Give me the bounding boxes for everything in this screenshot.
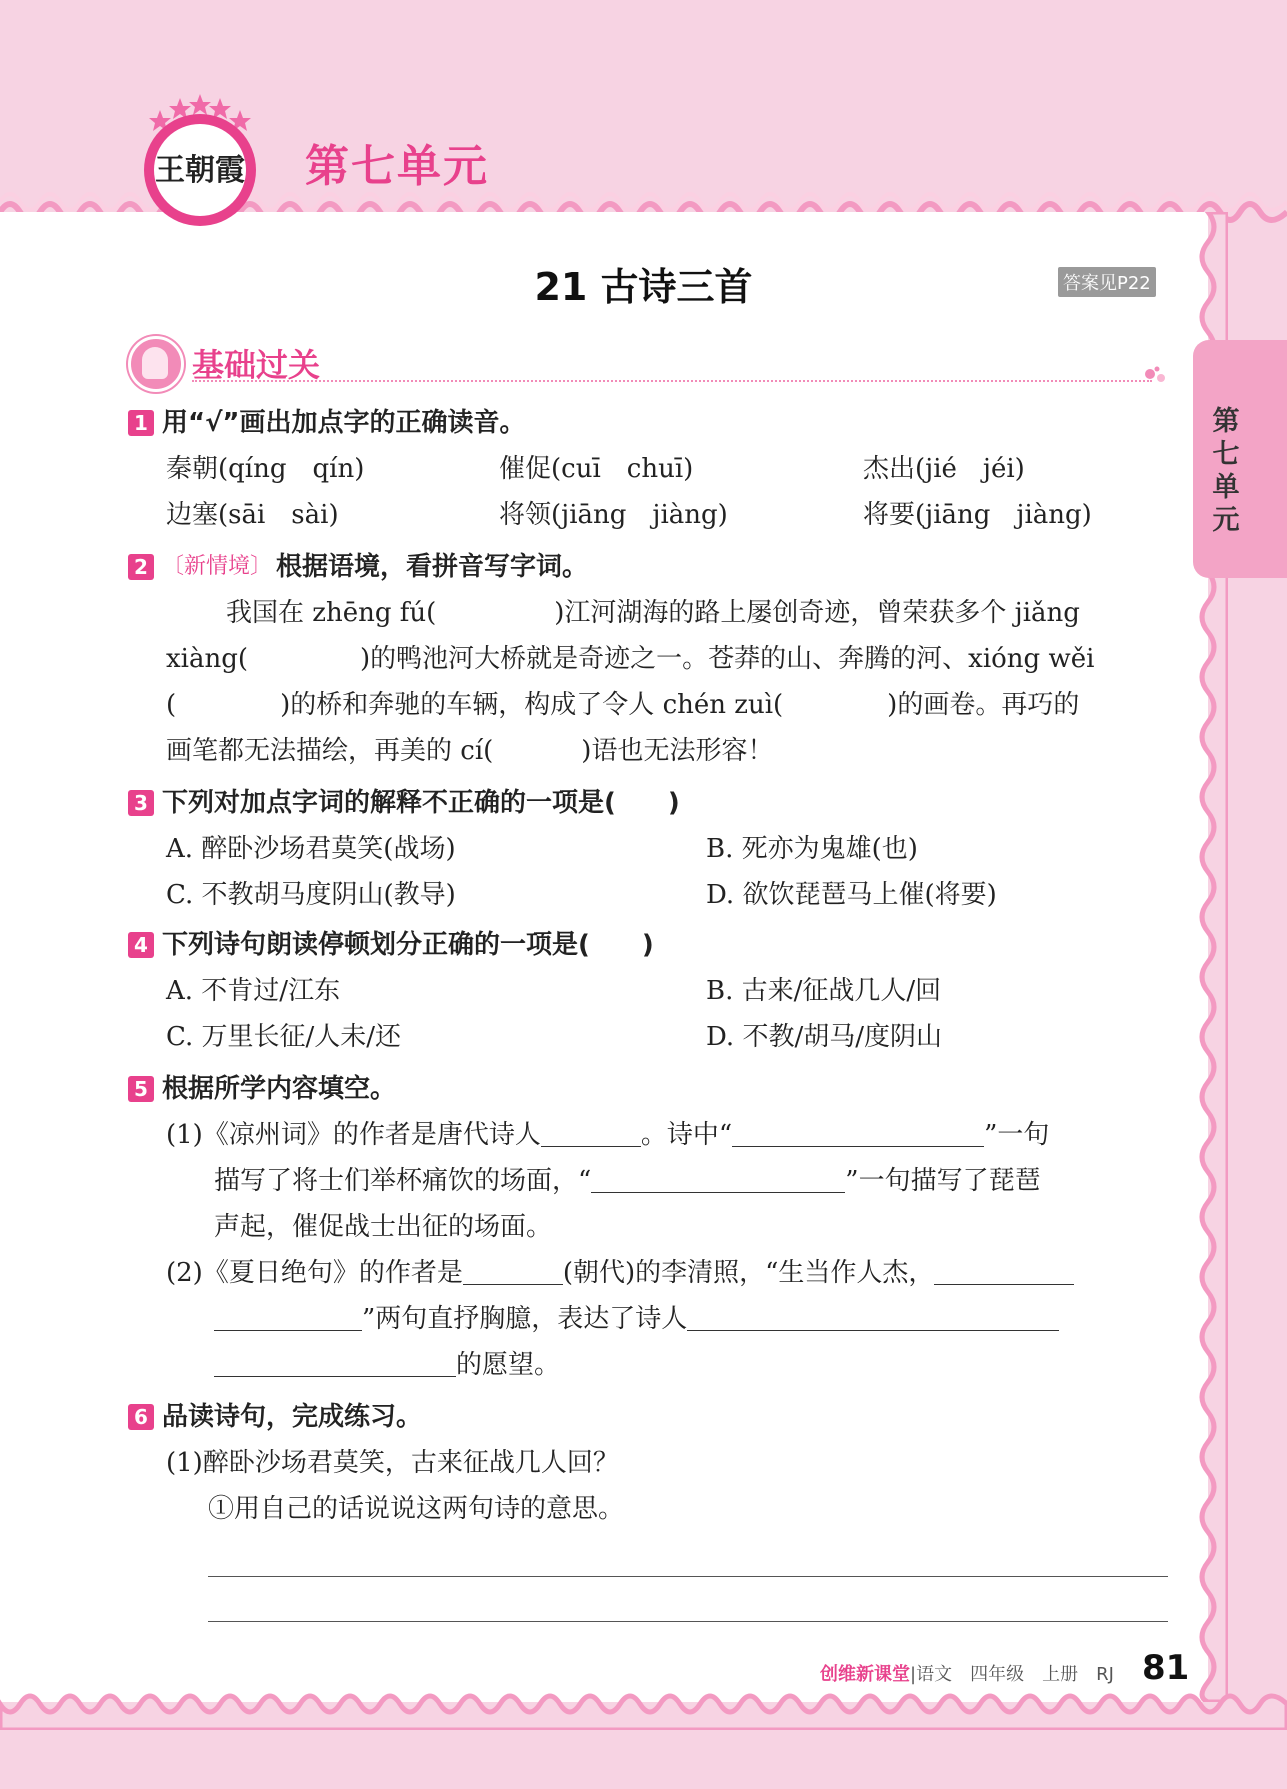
option-c[interactable]: C. 不教胡马度阴山(教导) [166,880,456,910]
question-3 [128,780,1173,826]
q3-options-row-1 [128,826,1173,872]
q5-part-2 [128,1250,1173,1296]
footer-info: |语文 四年级 上册 RJ [910,1664,1114,1685]
question-number: 4 [128,932,154,958]
new-context-tag: 〔新情境〕 [162,554,273,579]
answer-blank[interactable] [732,1116,984,1147]
option-c[interactable]: C. 万里长征/人未/还 [166,1022,402,1052]
passage-text: 我国在 zhēng fú( [226,598,437,628]
fill-text: ”一句 [984,1120,1050,1150]
pinyin-choice[interactable]: 秦朝(qíng qín) [166,454,365,484]
q5-part-1 [128,1112,1173,1158]
question-number: 2 [128,554,154,580]
answer-blank[interactable] [463,1254,563,1285]
q2-passage-line3 [128,682,1173,728]
lesson-title: 21 古诗三首 [534,265,753,309]
answer-line[interactable] [208,1532,1168,1577]
question-stem: 品读诗句，完成练习。 [162,1402,423,1432]
section-header [128,336,1168,388]
question-number: 6 [128,1404,154,1430]
answer-blank[interactable] [541,1116,641,1147]
fill-text: ”两句直抒胸臆，表达了诗人 [362,1304,688,1334]
answer-blank[interactable] [214,1300,362,1331]
fill-text: 。诗中“ [640,1120,733,1150]
question-number: 3 [128,790,154,816]
fill-text: 的愿望。 [456,1350,561,1380]
option-d[interactable]: D. 不教/胡马/度阴山 [706,1022,942,1052]
footer [820,1660,1114,1686]
q2-passage-line4 [128,728,1173,774]
option-b[interactable]: B. 古来/征战几人/回 [706,976,942,1006]
question-stem: 下列诗句朗读停顿划分正确的一项是( ) [162,930,654,960]
fill-text: ”一句描写了琵琶 [845,1166,1041,1196]
passage-text: ( [166,690,177,720]
answer-line[interactable] [208,1577,1168,1622]
question-2 [128,544,1173,590]
question-1 [128,400,1173,446]
fill-text: (朝代)的李清照，“生当作人杰， [562,1258,935,1288]
q5-part-1-line3 [128,1204,1173,1250]
q6-sub-1: (1)醉卧沙场君莫笑，古来征战几人回？ [166,1448,619,1478]
pinyin-choice[interactable]: 杰出(jié jéi) [863,454,1025,484]
side-tab-label: 第七单元 [1212,406,1240,536]
option-b[interactable]: B. 死亦为鬼雄(也) [706,834,918,864]
logo-text: 王朝霞 [155,153,245,188]
q5-part-2-line2 [128,1296,1173,1342]
pinyin-choice[interactable]: 催促(cuī chuī) [499,454,694,484]
passage-text: )的鸭池河大桥就是奇迹之一。苍莽的山、奔腾的河、xióng wěi [360,644,1095,674]
section-divider [192,380,1152,382]
bottom-wave-border [0,1690,1287,1730]
passage-text: )语也无法形容！ [581,736,774,766]
question-stem: 下列对加点字词的解释不正确的一项是( ) [162,788,680,818]
answer-reference-badge: 答案见P22 [1058,267,1156,297]
question-4 [128,922,1173,968]
q4-options-row-1 [128,968,1173,1014]
question-stem: 根据语境，看拼音写字词。 [276,552,589,582]
fill-text: 描写了将士们举杯痛饮的场面，“ [214,1166,592,1196]
question-number: 5 [128,1076,154,1102]
q6-sub-1a: ①用自己的话说说这两句诗的意思。 [208,1494,625,1524]
q2-passage-line2 [128,636,1173,682]
exercise-content [128,396,1173,1622]
passage-text: )的画卷。再巧的 [887,690,1080,720]
student-avatar-icon [128,336,184,392]
option-a[interactable]: A. 醉卧沙场君莫笑(战场) [166,834,456,864]
footer-brand: 创维新课堂 [820,1664,910,1685]
passage-text: 画笔都无法描绘，再美的 cí( [166,736,494,766]
question-number: 1 [128,410,154,436]
answer-blank[interactable] [934,1254,1074,1285]
passage-text: )江河湖海的路上屡创奇迹，曾荣获多个 jiǎng [554,598,1080,628]
q5-part-1-line2 [128,1158,1173,1204]
q3-options-row-2 [128,872,1173,918]
question-stem: 用“√”画出加点字的正确读音。 [162,408,526,438]
fill-text: (2)《夏日绝句》的作者是 [166,1258,463,1288]
page-number: 81 [1142,1648,1190,1688]
answer-blank[interactable] [591,1162,845,1193]
passage-text: )的桥和奔驰的车辆，构成了令人 chén zuì( [280,690,784,720]
question-stem: 根据所学内容填空。 [162,1074,397,1104]
answer-blank[interactable] [687,1300,1059,1331]
q5-part-2-line3 [128,1342,1173,1388]
q1-row-1 [128,446,1173,492]
decorative-dots-icon [1144,366,1168,386]
answer-blank[interactable] [214,1346,456,1377]
fill-text: (1)《凉州词》的作者是唐代诗人 [166,1120,541,1150]
option-a[interactable]: A. 不肯过/江东 [166,976,341,1006]
option-d[interactable]: D. 欲饮琵琶马上催(将要) [706,880,997,910]
pinyin-choice[interactable]: 将要(jiāng jiàng) [863,500,1092,530]
brand-logo-seal [130,88,270,228]
unit-title: 第七单元 [305,141,489,192]
question-6 [128,1394,1173,1440]
passage-text: xiàng( [166,644,249,674]
q4-options-row-2 [128,1014,1173,1060]
q1-row-2 [128,492,1173,538]
fill-text: 声起，催促战士出征的场面。 [214,1212,553,1242]
pinyin-choice[interactable]: 将领(jiāng jiàng) [499,500,728,530]
pinyin-choice[interactable]: 边塞(sāi sài) [166,500,339,530]
question-5 [128,1066,1173,1112]
section-title: 基础过关 [192,346,321,384]
